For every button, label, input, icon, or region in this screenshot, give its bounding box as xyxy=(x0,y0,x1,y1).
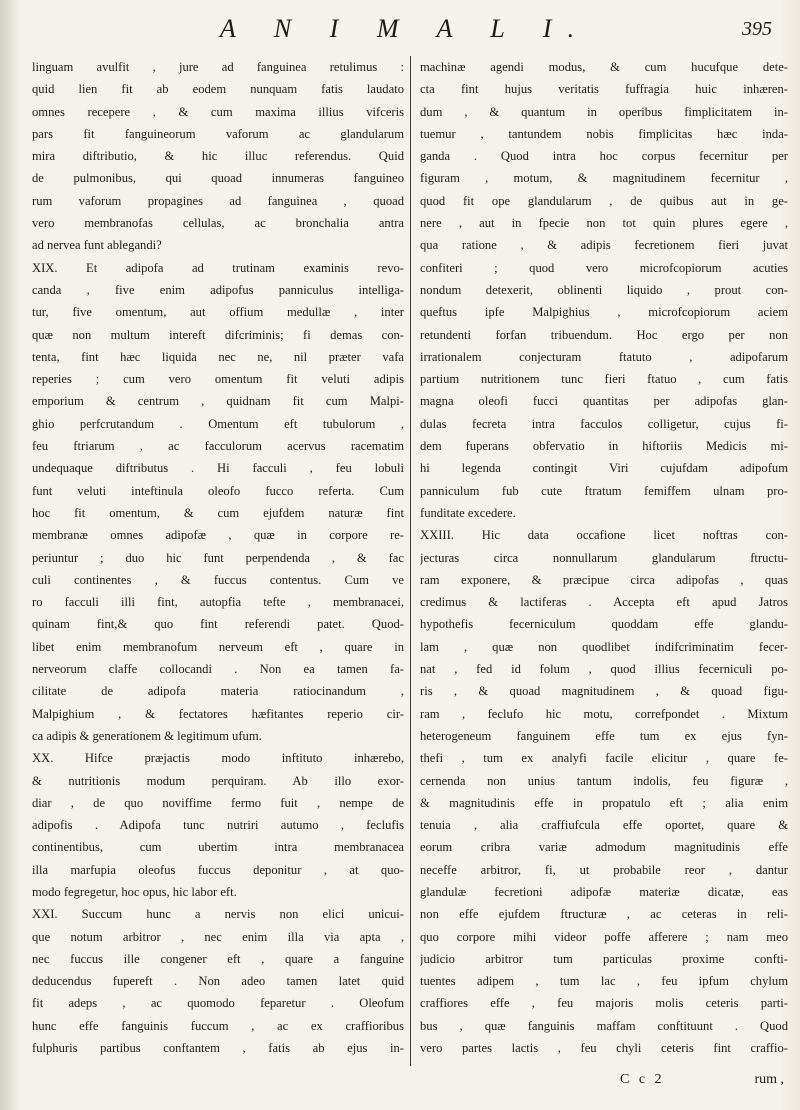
signature-mark: C c 2 xyxy=(620,1072,665,1087)
text-line: nerveorum claffe collocandi . Non ea tamen fa- xyxy=(32,662,404,677)
text-line: irrationalem conjecturam ftatuto , adipofarum xyxy=(420,349,788,364)
text-line: ca adipis & generationem & legitimum ufum. xyxy=(32,728,262,743)
text-line: glandulæ fecretioni adipofæ materiæ dicatæ, eas xyxy=(420,884,788,899)
text-line: ad nervea funt ablegandi? xyxy=(32,238,162,253)
text-line: lam , quæ non quodlibet indifcriminatim fecer- xyxy=(420,639,788,654)
text-line: ris , & quoad magnitudinem , & quoad figu- xyxy=(420,684,788,699)
binding-shadow xyxy=(0,0,20,1110)
text-line: neceffe arbitror, fi, ut probabile reor , dantur xyxy=(420,862,788,877)
text-line: cta fint hujus veritatis fuffragia huic inhæren- xyxy=(420,82,788,97)
text-line: cilitate de adipofa materia ratiocinandum , xyxy=(32,684,404,699)
text-line: ram , feclufo hic motu, correfpondet . Mixtum xyxy=(420,706,788,721)
text-line: hunc effe fanguinis fuccum , ac ex craffioribus xyxy=(32,1018,404,1033)
text-line: non effe ejufdem ftructuræ , ac ceteras in reli- xyxy=(420,907,788,922)
text-line: heterogeneum fanguinem effe tum ex ejus fyn- xyxy=(420,728,788,743)
text-line: funditate excedere. xyxy=(420,505,516,520)
text-line: quæ non multum intereft difcriminis; fi demas con- xyxy=(32,327,404,342)
text-line: nere , aut in fpecie non tot quin plures egere , xyxy=(420,216,788,231)
text-line: & nutritionis modum perquiram. Ab illo exor- xyxy=(32,773,404,788)
text-line: mira diftributio, & hic illuc referendus. Quid xyxy=(32,149,404,164)
right-text-column xyxy=(420,56,788,1056)
text-line: de pulmonibus, qui quoad innumeras fanguineo xyxy=(32,171,404,186)
text-line: craffiores effe , feu majoris molis ceteris parti- xyxy=(420,996,788,1011)
text-line: hi legenda contingit Viri cujufdam adipofum xyxy=(420,461,788,476)
text-line: vero membranofas cellulas, ac bronchalia antra xyxy=(32,216,404,231)
text-line: qua ratione , & adipis fecretionem fieri juvat xyxy=(420,238,788,253)
text-line: Malpighium , & fectatores hæfitantes reperio cir- xyxy=(32,706,404,721)
text-line: culi continentes , & fuccus contentus. Cum ve xyxy=(32,572,404,587)
text-line: dum , & quantum in operibus fimplicitatem in- xyxy=(420,104,788,119)
text-line: machinæ agendi modus, & cum hucufque dete- xyxy=(420,60,788,74)
text-line: libet enim membranofum nerveum eft , quare in xyxy=(32,639,404,654)
column-divider xyxy=(410,56,411,1066)
text-line: illa marfupia oleofus fuccus deponitur , at quo- xyxy=(32,862,404,877)
text-line: quinam fint,& quo fint referendi patet. Quod- xyxy=(32,617,404,632)
text-line: tuentes adipem , tum lac , feu ipfum chylum xyxy=(420,974,788,989)
text-line: tur, five omentum, aut offium medullæ , inter xyxy=(32,305,404,320)
text-line: fulphuris partibus conftantem , fatis ab ejus in- xyxy=(32,1041,404,1056)
text-line: ganda . Quod intra hoc corpus fecernitur per xyxy=(420,149,788,164)
text-line: que notum arbitror , nec enim illa via apta , xyxy=(32,929,404,944)
text-line: bus , quæ fanguinis maffam conftituunt . Quod xyxy=(420,1018,788,1033)
text-line: nec fuccus ille congener eft , quare a fanguine xyxy=(32,951,404,966)
text-line: figuram , motum, & magnitudinem fecernitur , xyxy=(420,171,788,186)
text-line: retundenti forfan tribuendum. Hoc ergo per non xyxy=(420,327,788,342)
page-number: 395 xyxy=(742,18,772,40)
text-line: jecturas circa nonnullarum glandularum ftructu- xyxy=(420,550,788,565)
text-line: confiteri ; quod vero microfcopiorum acuties xyxy=(420,260,788,275)
text-line: deducendus fupereft . Non adeo tamen latet quid xyxy=(32,974,404,989)
text-line: quo corpore mihi videor poffe afferere ; nam meo xyxy=(420,929,788,944)
text-line: modo fegregetur, hoc opus, hic labor eft. xyxy=(32,884,237,899)
text-line: rum vaforum propagines ad fanguinea , quoad xyxy=(32,193,404,208)
text-line: canda , five enim adipofus panniculus intelliga- xyxy=(32,282,404,297)
page-footer xyxy=(420,1072,788,1098)
text-line: hoc fit omentum, & cum ejufdem naturæ fint xyxy=(32,505,404,520)
text-line: nat , fed id folum , quod illius fecerniculi po- xyxy=(420,662,788,677)
text-line: adipofis . Adipofa tunc nutriri autumo , feclufis xyxy=(32,818,404,833)
text-line: panniculum fub cute ftratum femiffem ulnam pro- xyxy=(420,483,788,498)
text-line: judicio arbitror tum particulas proxime confti- xyxy=(420,951,788,966)
text-line: fit adeps , ac quomodo feparetur . Oleofum xyxy=(32,996,404,1011)
page-header xyxy=(30,10,780,44)
text-line: tenta, fint hæc liquida nec ne, nil præter vafa xyxy=(32,349,404,364)
text-line: quid lien fit ab eodem nunquam fatis laudato xyxy=(32,82,404,97)
text-line: quod fit ope glandularum , de quibus aut in ge- xyxy=(420,193,788,208)
text-line: continentibus, cum ubertim intra membranacea xyxy=(32,840,404,855)
catchword: rum , xyxy=(754,1072,784,1087)
text-line: dulas fecreta intra facculos colligetur, cujus fi- xyxy=(420,416,788,431)
text-line: XIX. Et adipofa ad trutinam examinis revo- xyxy=(32,260,404,275)
text-line: linguam avulfit , jure ad fanguinea retulimus : xyxy=(32,60,404,74)
text-line: XX. Hifce præjactis modo inftituto inhærebo, xyxy=(32,751,404,766)
text-line: partium nutritionem tunc fieri ftatuo , cum fatis xyxy=(420,372,788,387)
text-line: ghio perfcrutandum . Omentum eft tubulorum , xyxy=(32,416,404,431)
text-line: hypothefis fecerniculum quoddam effe glandu- xyxy=(420,617,788,632)
text-line: ro facculi illi fint, autopfia tefte , membranacei, xyxy=(32,595,404,610)
text-line: diar , de quo noviffime fermo fuit , nempe de xyxy=(32,795,404,810)
text-line: membranæ omnes adipofæ , quæ in corpore re- xyxy=(32,528,404,543)
text-line: XXIII. Hic data occafione licet noftras con- xyxy=(420,528,788,543)
text-line: queftus ipfe Malpighius , microfcopiorum aciem xyxy=(420,305,788,320)
text-line: omnes recepere , & cum maxima illius vifceris xyxy=(32,104,404,119)
text-line: feu ftriarum , ac facculorum acervus racematim xyxy=(32,439,404,454)
text-line: & magnitudinis effe in propatulo eft ; alia enim xyxy=(420,795,788,810)
text-line: eorum cribra variæ admodum magnitudinis effe xyxy=(420,840,788,855)
text-line: ram exponere, & præcipue circa adipofas , quas xyxy=(420,572,788,587)
text-line: undequaque diftributus . Hi facculi , feu lobuli xyxy=(32,461,404,476)
text-line: funt veluti inteftinula oleofo fucco referta. Cum xyxy=(32,483,404,498)
running-title: A N I M A L I. xyxy=(219,14,591,43)
text-line: thefi , tum ex analyfi facile elicitur , quare fe- xyxy=(420,751,788,766)
left-text-column xyxy=(32,56,404,1056)
text-line: nondum detexerit, oblinenti liquido , prout con- xyxy=(420,282,788,297)
text-line: magna oleofi fucci quantitas per adipofas glan- xyxy=(420,394,788,409)
text-line: dem fuperans obfervatio in hiftoriis Medicis mi- xyxy=(420,439,788,454)
text-line: reperies ; cum vero omentum fit veluti adipis xyxy=(32,372,404,387)
text-line: emporium & centrum , quidnam fit cum Malpi- xyxy=(32,394,404,409)
text-line: cernenda non unius tantum indolis, feu figuræ , xyxy=(420,773,788,788)
text-line: XXI. Succum hunc a nervis non elici unicui- xyxy=(32,907,404,922)
text-line: vero partes lactis , feu chyli ceteris fint craffio- xyxy=(420,1041,788,1056)
text-line: pars fit fanguineorum vaforum ac glandularum xyxy=(32,126,404,141)
text-line: tuemur , tantundem nobis fimplicitas hæc inda- xyxy=(420,126,788,141)
text-line: periuntur ; duo hic funt perpendenda , & fac xyxy=(32,550,404,565)
text-line: tenuia , alia craffiufcula effe oportet, quare & xyxy=(420,818,788,833)
text-line: credimus & lactiferas . Accepta eft apud Jatros xyxy=(420,595,788,610)
